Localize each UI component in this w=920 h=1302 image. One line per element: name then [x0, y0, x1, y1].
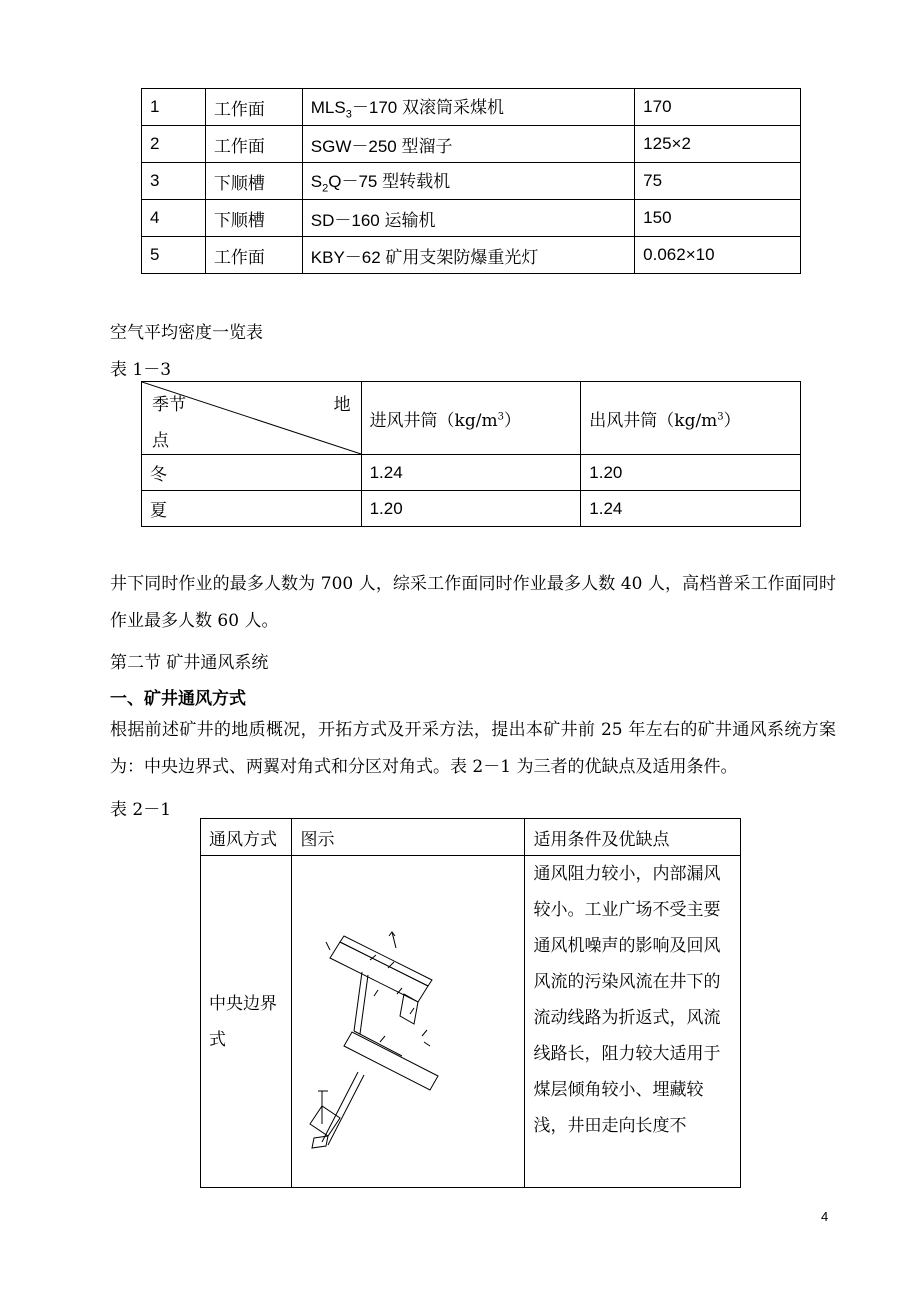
- table-row: [142, 163, 801, 200]
- density-table: [141, 381, 801, 527]
- cell-location: 下顺槽: [205, 200, 302, 237]
- cell-location: 工作面: [205, 237, 302, 274]
- cell-power: 0.062×10: [635, 237, 801, 274]
- table-row: [142, 455, 801, 491]
- cell-location: 下顺槽: [205, 163, 302, 200]
- cell-power: 125×2: [635, 126, 801, 163]
- section-heading: 第二节 矿井通风系统: [110, 653, 269, 673]
- workers-paragraph: 井下同时作业的最多人数为 700 人，综采工作面同时作业最多人数 40 人，高档普采工作面同时作业最多人数 60 人。: [110, 574, 836, 631]
- header-return: 出风井筒$(kg/m^3)$: [581, 382, 801, 455]
- equipment-table: [141, 88, 801, 274]
- cell-location: 工作面: [205, 89, 302, 126]
- cell-intake: 1.24: [361, 455, 581, 491]
- cell-no: 1: [142, 89, 206, 126]
- cell-device: KBY－62 矿用支架防爆重光灯: [302, 237, 634, 274]
- cell-return: 1.24: [581, 491, 801, 527]
- table-row: [142, 89, 801, 126]
- cell-device: $MLS_3-170$ 双滚筒采煤机: [302, 89, 634, 126]
- header-intake: 进风井筒$(kg/m^3)$: [361, 382, 581, 455]
- cell-device: SGW－250 型溜子: [302, 126, 634, 163]
- table-row: [142, 126, 801, 163]
- header-season: 季节: [152, 395, 186, 415]
- table-row: [142, 237, 801, 274]
- method-paragraph: 根据前述矿井的地质概况，开拓方式及开采方法，提出本矿井前 25 年左右的矿井通风系统方案为：中央边界式、两翼对角式和分区对角式。表 2－1 为三者的优缺点及适用条件。: [110, 720, 836, 777]
- cell-diagram: [292, 856, 525, 1188]
- header-conditions: 适用条件及优缺点: [525, 819, 741, 856]
- table-header-row: [142, 382, 801, 455]
- cell-return: 1.20: [581, 455, 801, 491]
- cell-power: 75: [635, 163, 801, 200]
- cell-season: 冬: [142, 455, 362, 491]
- cell-intake: 1.20: [361, 491, 581, 527]
- table-header-row: [201, 819, 741, 856]
- cell-location: 工作面: [205, 126, 302, 163]
- header-place-2: 点: [152, 431, 169, 451]
- cell-device: SD－160 运输机: [302, 200, 634, 237]
- subheading: 一、矿井通风方式: [110, 689, 246, 709]
- cell-power: 170: [635, 89, 801, 126]
- vent-table-label: 表 2－1: [110, 800, 172, 820]
- cell-no: 5: [142, 237, 206, 274]
- density-caption: 空气平均密度一览表: [110, 323, 263, 343]
- table-row: [142, 200, 801, 237]
- ventilation-diagram: [292, 856, 524, 1182]
- cell-no: 4: [142, 200, 206, 237]
- cell-method: 中央边界式: [201, 856, 292, 1188]
- cell-no: 3: [142, 163, 206, 200]
- cell-conditions: 通风阻力较小，内部漏风较小。工业广场不受主要通风机噪声的影响及回风风流的污染风流在井下的流动线路为折返式，风流线路长，阻力较大适用于煤层倾角较小、埋藏较浅，井田走向长度不: [525, 856, 741, 1188]
- cell-power: 150: [635, 200, 801, 237]
- table-row: [201, 856, 741, 1188]
- page-number: 4: [821, 1209, 829, 1224]
- cell-season: 夏: [142, 491, 362, 527]
- header-method: 通风方式: [201, 819, 292, 856]
- cell-no: 2: [142, 126, 206, 163]
- header-diagram: 图示: [292, 819, 525, 856]
- diagonal-header-cell: [142, 382, 362, 455]
- density-table-label: 表 1－3: [110, 360, 172, 380]
- header-place-1: 地: [333, 395, 351, 415]
- ventilation-table: [200, 818, 741, 1188]
- table-row: [142, 491, 801, 527]
- cell-device: $S_2Q-75$ 型转载机: [302, 163, 634, 200]
